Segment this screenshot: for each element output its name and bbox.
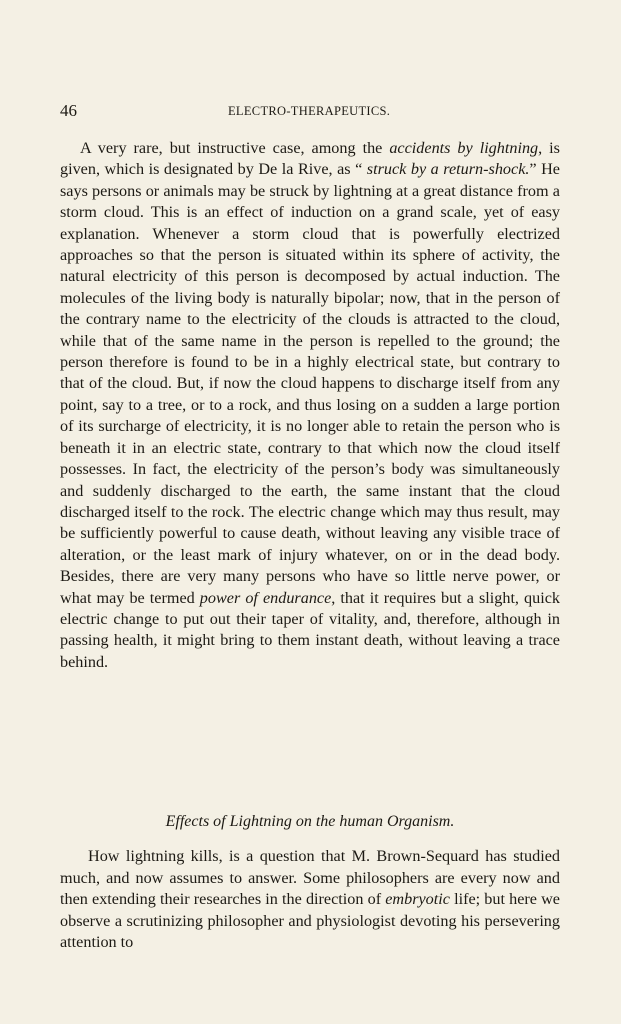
- second-paragraph: [60, 846, 560, 954]
- italic-run: power of endurance: [199, 588, 332, 607]
- text-run: A very rare, but instructive case, among the: [80, 139, 390, 157]
- paragraph-lightning-return-shock: [60, 138, 560, 673]
- running-head: ELECTRO-THERAPEUTICS.: [228, 104, 391, 118]
- text-run: ” He says persons or animals may be struck by lightning at a great distance from a storm cloud. This is an effect of induction on a grand scale, yet of easy explanation. Whenever a storm cloud that is powerfully electrized approaches so that the person is situated within its sphere of activity, the natural electricity of this person is decomposed by actual induction. The molecules of the living body is naturally bipolar; now, that in the person of the contrary name to the electricity of the clouds is attracted to the cloud, while that of the same name in the person is repelled to the ground; the person therefore is found to be in a highly electrical state, but contrary to that of the cloud. But, if now the cloud happens to discharge itself from any point, say to a tree, or to a rock, and thus losing on a sudden a large portion of its surcharge of electricity, it is no longer able to retain the person who is beneath it in an electric state, contrary to that which now the cloud itself possesses. In fact, the electricity of the person’s body was simultaneously and suddenly discharged to the earth, the same instant that the cloud discharged itself to the rock. The electric change which may thus result, may be sufficiently powerful to cause death, without leaving any visible trace of alteration, or the least mark of injury whatever, on or in the dead body. Besides, there are very many persons who have so little nerve power, or what may be termed: [60, 160, 560, 607]
- italic-run: accidents by lightning: [389, 139, 539, 157]
- main-paragraph: [60, 138, 560, 673]
- italic-run: embryotic: [385, 890, 450, 909]
- text-run: How lightning kills, is a question that M. Brown-Sequard has studied much, and now assumes to answer. Some philosophers are every now and then extending their researches in the direction of: [60, 847, 560, 909]
- italic-run: struck by a return-shock.: [366, 160, 530, 179]
- text-run: , is given, which is designated by De la Rive, as “: [60, 139, 560, 179]
- text-run: life; but here we observe a scrutinizing philosopher and physiologist devoting his persevering attention to: [60, 890, 560, 952]
- page-number: 46: [60, 101, 77, 120]
- paragraph-brown-sequard: [60, 846, 560, 954]
- text-run: , that it requires but a slight, quick electric change to put out their taper of vitality, and, therefore, although in passing health, it might bring to them instant death, without leaving a trace behind.: [60, 588, 561, 671]
- page-header: [60, 101, 560, 123]
- section-heading: Effects of Lightning on the human Organism.: [165, 813, 455, 830]
